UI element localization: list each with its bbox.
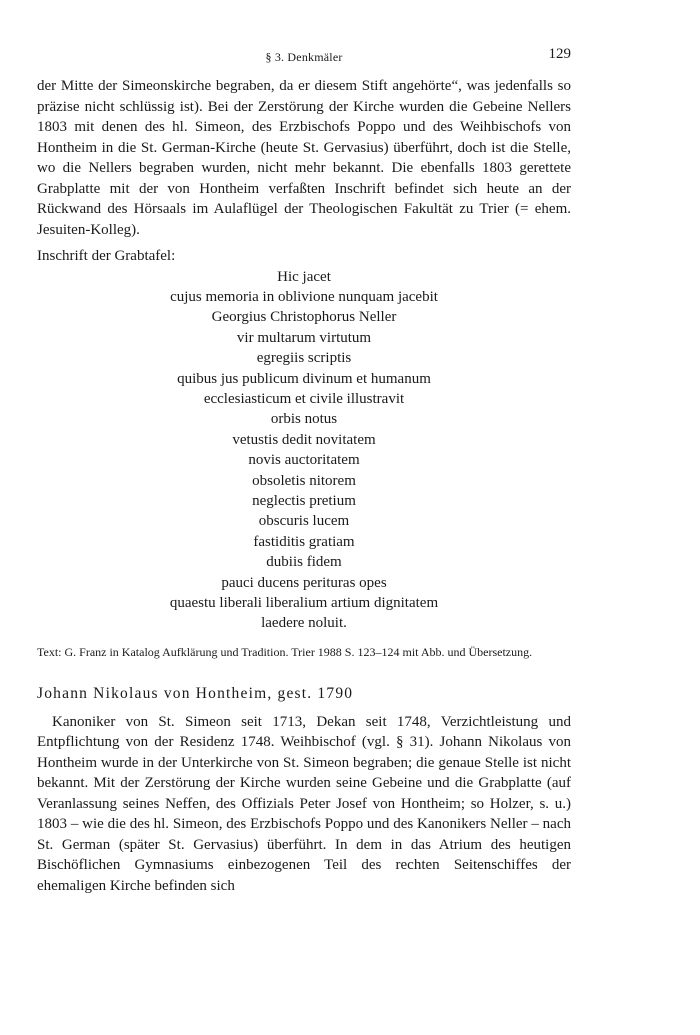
inscription-line: neglectis pretium xyxy=(252,492,356,509)
source-note: Text: G. Franz in Katalog Aufklärung und Tradition. Trier 1988 S. 123–124 mit Abb. und Übersetzung. xyxy=(37,644,533,659)
page-number: 129 xyxy=(548,46,571,62)
inscription-line: obsoletis nitorem xyxy=(252,472,356,489)
paragraph-neller-burial: der Mitte der Simeonskirche begraben, da er diesem Stift angehörte“, was jedenfalls so präzise nicht schlüssig ist). Bei der Zerstörung der Kirche wurden die Gebeine Nellers 1803 mit denen des hl. Simeon, des Erzbischofs Poppo und des Weihbischofs von Hontheim in die St. German-Kirche (heute St. Gervasius) überführt, doch ist die Stelle, wo die Nellers begraben wurden, nicht mehr bekannt. Die ebenfalls 1803 gerettete Grabplatte mit der von Hontheim verfaßten Inschrift befindet sich heute an der Rückwand des Hörsaals im Aulaflügel der Theologischen Fakultät zu Trier (= ehem. Jesuiten-Kolleg). xyxy=(37,78,571,238)
inscription-line: novis auctoritatem xyxy=(248,452,360,469)
inscription-line: pauci ducens perituras opes xyxy=(221,574,387,591)
inscription-line: quaestu liberali liberalium artium dignitatem xyxy=(169,595,439,611)
inscription-line: egregiis scriptis xyxy=(256,350,352,367)
inscription-line: ecclesiasticum et civile illustravit xyxy=(203,390,405,407)
inscription-text xyxy=(37,267,571,634)
book-page xyxy=(37,46,571,896)
inscription-line: fastiditis gratiam xyxy=(253,533,355,550)
inscription-line: dubiis fidem xyxy=(266,554,342,571)
inscription-line: quibus jus publicum divinum et humanum xyxy=(177,370,431,387)
inscription-line: vetustis dedit novitatem xyxy=(232,431,376,448)
inscription-line: Hic jacet xyxy=(277,268,331,285)
inscription-line: vir multarum virtutum xyxy=(236,329,372,346)
paragraph-hontheim: Kanoniker von St. Simeon seit 1713, Dekan seit 1748, Verzichtleistung und Entpflichtung von der Residenz 1748. Weihbischof (vgl. § 31). Johann Nikolaus von Hontheim wurde in der Unterkirche von St. Simeon begraben; die genaue Stelle ist nicht bekannt. Mit der Zerstörung der Kirche wurden seine Gebeine und die Grabplatte (auf Veranlassung seines Neffen, des Offizials Peter Josef von Hontheim; so Holzer, s. u.) 1803 – wie die des hl. Simeon, des Erzbischofs Poppo und des Kanonikers Neller – nach St. German (später St. Gervasius) überführt. In dem in das Atrium des heutigen Bischöflichen Gymnasiums einbezogenen Teil des rechten Seitenschiffes der ehemaligen Kirche befinden sich xyxy=(37,713,571,894)
inscription-line: Georgius Christophorus Neller xyxy=(211,309,397,326)
running-head-section: § 3. Denkmäler xyxy=(265,50,343,64)
running-head xyxy=(37,46,571,70)
inscription-label: Inschrift der Grabtafel: xyxy=(37,248,176,264)
inscription-line: obscuris lucem xyxy=(258,513,350,530)
inscription-line: orbis notus xyxy=(270,411,338,428)
inscription-line: laedere noluit. xyxy=(261,615,347,632)
section-heading: Johann Nikolaus von Hontheim, gest. 1790 xyxy=(37,684,354,702)
inscription-line: cujus memoria in oblivione nunquam jacebit xyxy=(170,288,438,305)
